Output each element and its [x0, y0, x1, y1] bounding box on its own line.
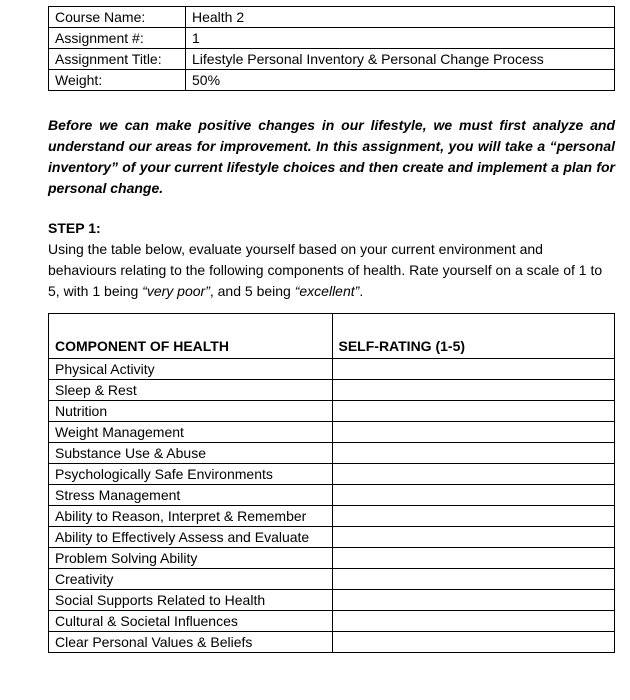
step-1-title: STEP 1: — [48, 220, 101, 236]
rating-cell[interactable] — [332, 590, 615, 611]
rating-cell[interactable] — [332, 527, 615, 548]
self-rating-table — [48, 313, 615, 653]
self-rating-header-row — [49, 314, 615, 359]
component-cell: Clear Personal Values & Beliefs — [49, 632, 333, 653]
rating-cell[interactable] — [332, 548, 615, 569]
table-row — [49, 401, 615, 422]
table-row — [49, 485, 615, 506]
info-label: Course Name: — [49, 7, 186, 28]
rating-cell[interactable] — [332, 380, 615, 401]
table-row — [49, 611, 615, 632]
component-cell: Ability to Effectively Assess and Evaluate — [49, 527, 333, 548]
very-poor-label: “very poor” — [142, 283, 210, 299]
intro-paragraph: Before we can make positive changes in our lifestyle, we must first analyze and understand our areas for improvement. In this assignment, you will take a “personal inventory” of your current lifestyle choices and then create and implement a plan for personal change. — [48, 117, 615, 196]
component-cell: Stress Management — [49, 485, 333, 506]
table-row — [49, 506, 615, 527]
info-row — [49, 28, 615, 49]
table-row — [49, 569, 615, 590]
rating-cell[interactable] — [332, 569, 615, 590]
component-cell: Sleep & Rest — [49, 380, 333, 401]
component-cell: Psychologically Safe Environments — [49, 464, 333, 485]
info-value: 50% — [186, 70, 615, 91]
table-row — [49, 443, 615, 464]
rating-cell[interactable] — [332, 443, 615, 464]
info-label: Assignment Title: — [49, 49, 186, 70]
component-cell: Ability to Reason, Interpret & Remember — [49, 506, 333, 527]
component-cell: Creativity — [49, 569, 333, 590]
table-row — [49, 359, 615, 380]
component-cell: Physical Activity — [49, 359, 333, 380]
excellent-label: “excellent” — [294, 283, 360, 299]
step-1-text-part3: . — [359, 283, 364, 299]
rating-cell[interactable] — [332, 485, 615, 506]
info-label: Weight: — [49, 70, 186, 91]
self-rating-body — [49, 359, 615, 653]
info-row — [49, 7, 615, 28]
component-cell: Problem Solving Ability — [49, 548, 333, 569]
rating-cell[interactable] — [332, 632, 615, 653]
info-value: Health 2 — [186, 7, 615, 28]
table-row — [49, 548, 615, 569]
rating-cell[interactable] — [332, 422, 615, 443]
step-1-text-part1: Using the table below, evaluate yourself based on your current environment and behaviours relating to the following components of health. Rate yourself on a scale of 1 to 5, with 1 being — [48, 241, 603, 299]
table-row — [49, 632, 615, 653]
step-1-instructions — [48, 239, 615, 302]
table-row — [49, 422, 615, 443]
assignment-info-table — [48, 6, 615, 91]
rating-cell[interactable] — [332, 359, 615, 380]
component-cell: Cultural & Societal Influences — [49, 611, 333, 632]
table-row — [49, 380, 615, 401]
component-cell: Social Supports Related to Health — [49, 590, 333, 611]
rating-cell[interactable] — [332, 611, 615, 632]
step-1-text-part2: , and 5 being — [209, 283, 295, 299]
table-row — [49, 464, 615, 485]
rating-cell[interactable] — [332, 506, 615, 527]
self-rating-header: SELF-RATING (1-5) — [332, 314, 615, 359]
info-value: Lifestyle Personal Inventory & Personal Change Process — [186, 49, 615, 70]
component-cell: Nutrition — [49, 401, 333, 422]
rating-cell[interactable] — [332, 464, 615, 485]
info-label: Assignment #: — [49, 28, 186, 49]
component-cell: Weight Management — [49, 422, 333, 443]
info-row — [49, 49, 615, 70]
rating-cell[interactable] — [332, 401, 615, 422]
table-row — [49, 527, 615, 548]
table-row — [49, 590, 615, 611]
info-row — [49, 70, 615, 91]
component-cell: Substance Use & Abuse — [49, 443, 333, 464]
info-value: 1 — [186, 28, 615, 49]
assignment-info-body — [49, 7, 615, 91]
component-of-health-header: COMPONENT OF HEALTH — [49, 314, 333, 359]
